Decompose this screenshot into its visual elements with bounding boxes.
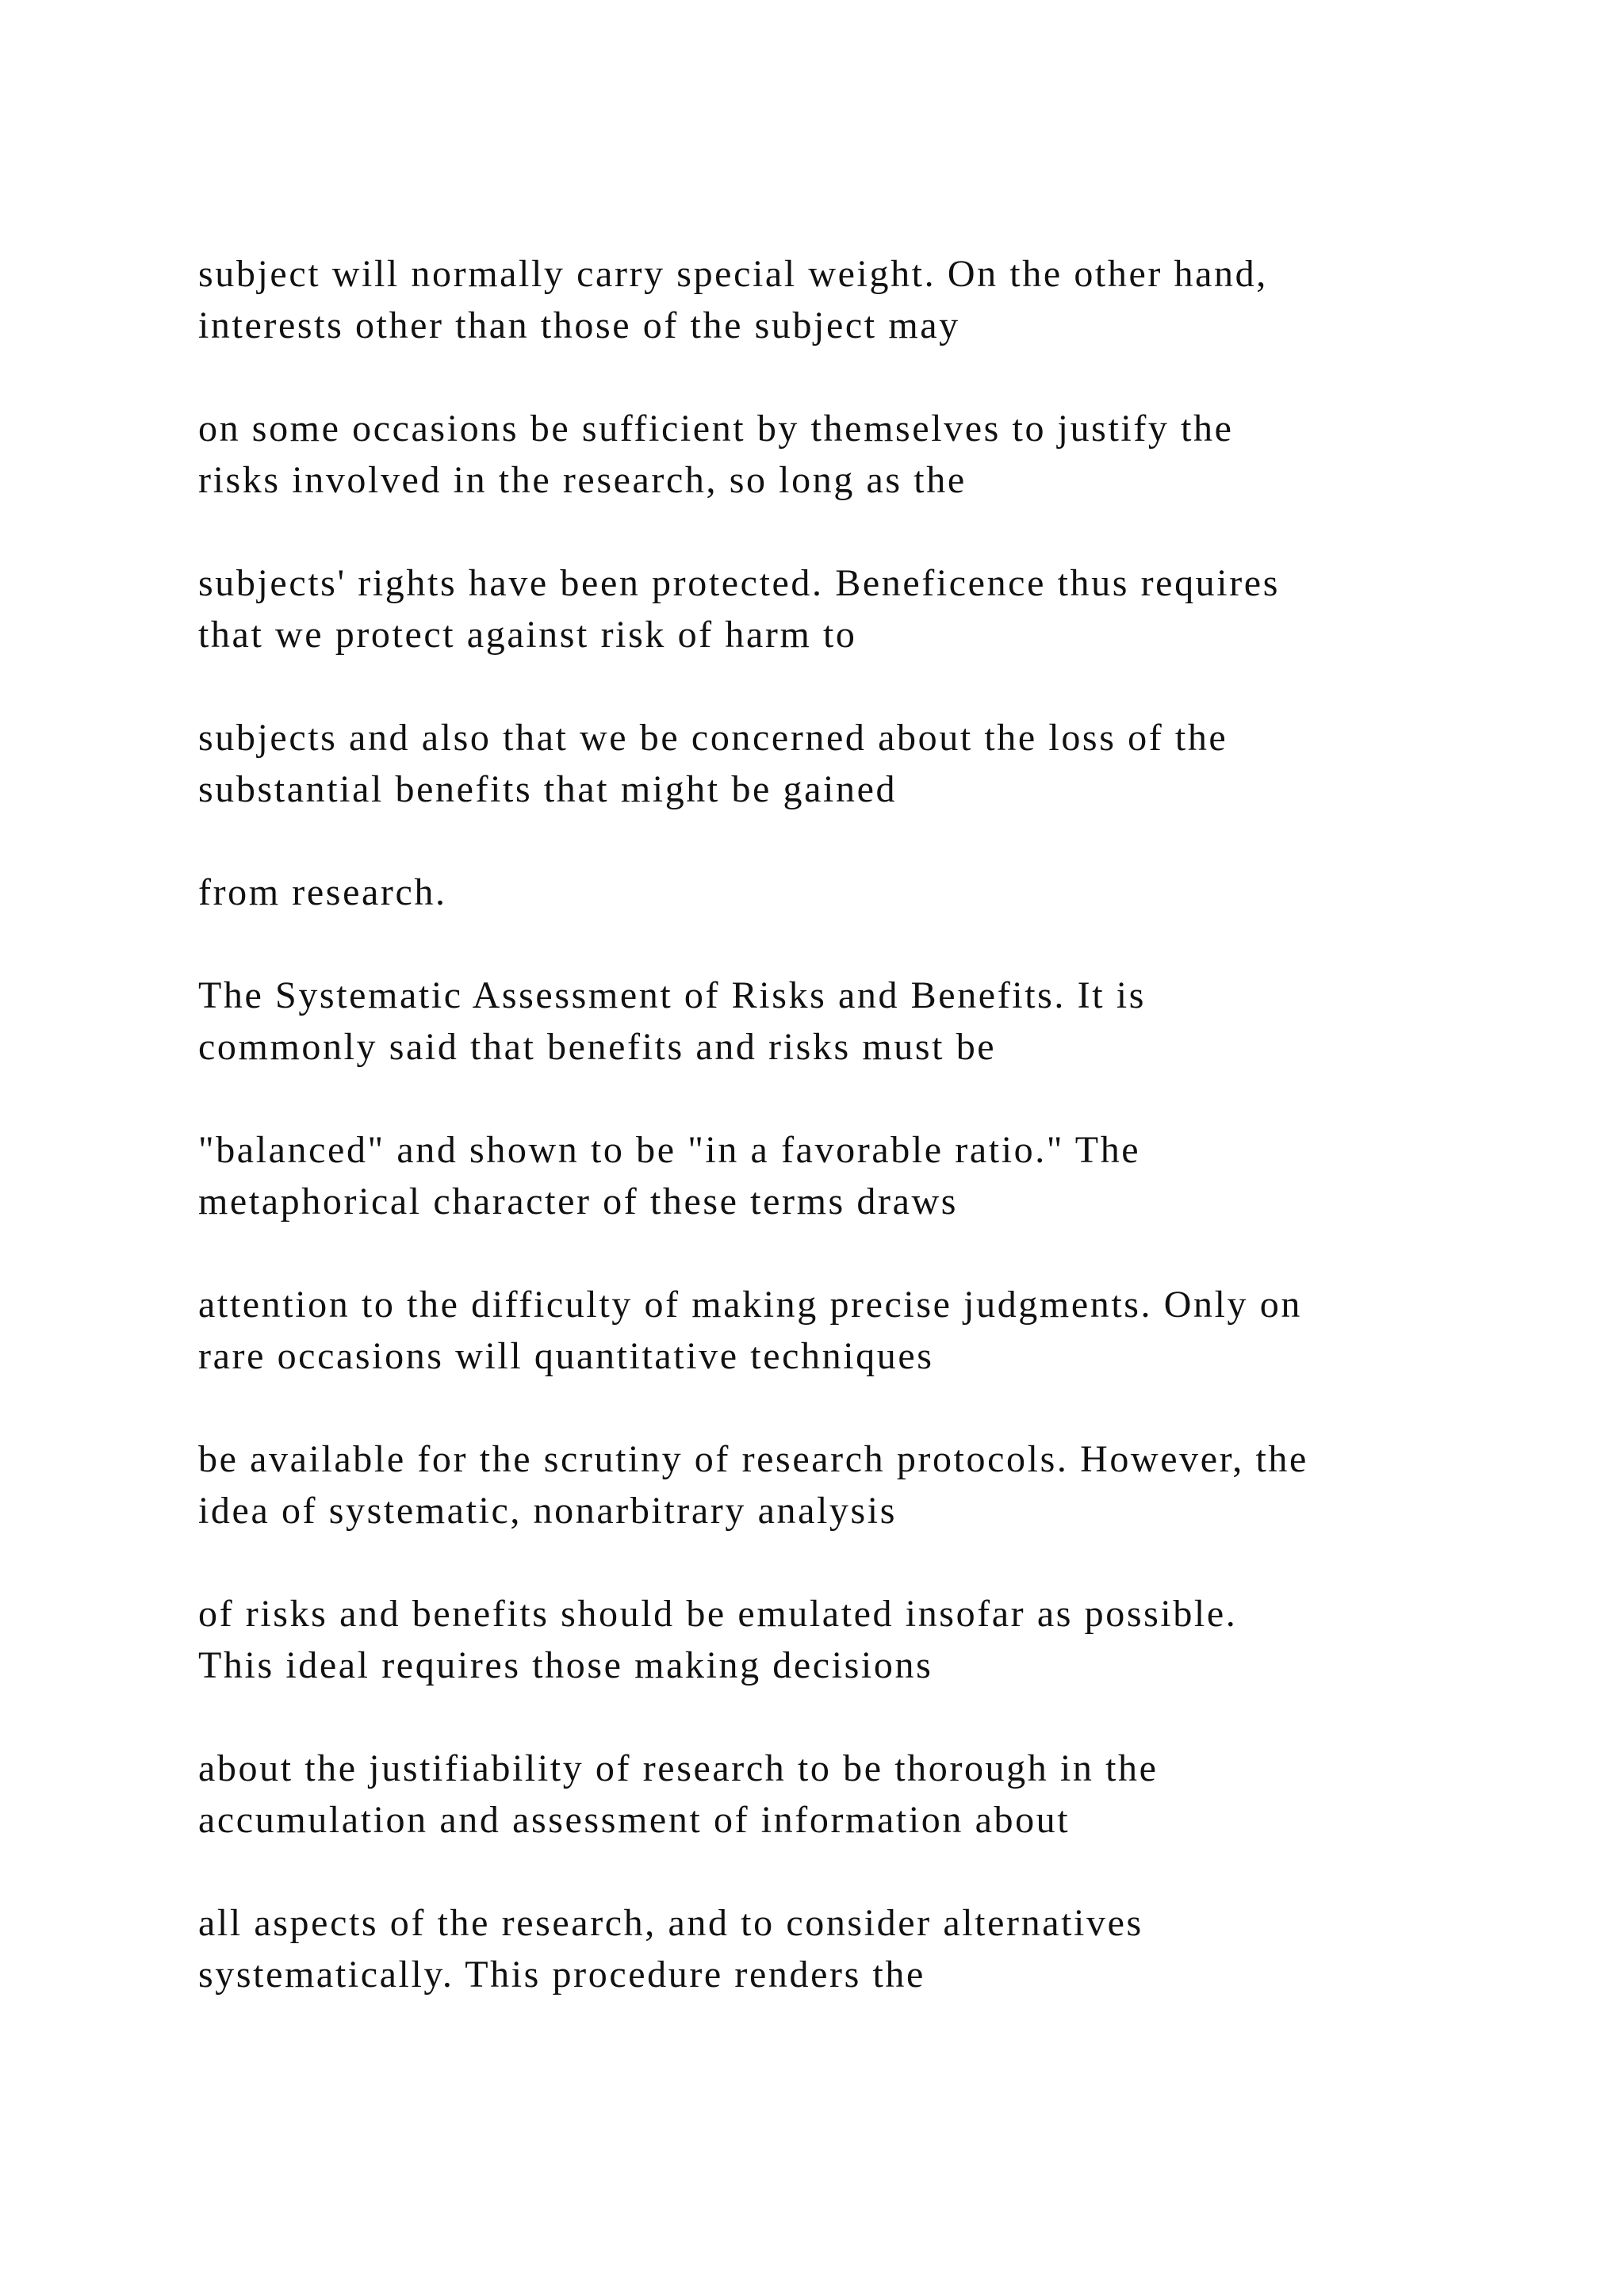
text-line: substantial benefits that might be gained bbox=[198, 768, 898, 810]
text-line: on some occasions be sufficient by themselves to justify the bbox=[198, 408, 1234, 450]
text-line: of risks and benefits should be emulated insofar as possible. bbox=[198, 1593, 1238, 1635]
text-line: idea of systematic, nonarbitrary analysis bbox=[198, 1490, 898, 1532]
paragraph bbox=[198, 248, 1546, 351]
paragraph bbox=[198, 1124, 1546, 1227]
paragraph bbox=[198, 1279, 1546, 1382]
text-line: rare occasions will quantitative techniques bbox=[198, 1335, 934, 1377]
text-line: risks involved in the research, so long as the bbox=[198, 459, 967, 501]
text-line: The Systematic Assessment of Risks and Benefits. It is bbox=[198, 974, 1146, 1016]
paragraph bbox=[198, 970, 1546, 1073]
text-line: subjects' rights have been protected. Beneficence thus requires bbox=[198, 562, 1280, 604]
text-line: commonly said that benefits and risks must be bbox=[198, 1026, 997, 1068]
paragraph bbox=[198, 712, 1546, 815]
paragraph bbox=[198, 1897, 1546, 2000]
text-line: attention to the difficulty of making precise judgments. Only on bbox=[198, 1284, 1302, 1326]
text-line: interests other than those of the subject may bbox=[198, 304, 960, 346]
text-line: from research. bbox=[198, 871, 447, 913]
text-line: all aspects of the research, and to consider alternatives bbox=[198, 1902, 1143, 1944]
text-line: This ideal requires those making decisions bbox=[198, 1644, 933, 1686]
text-line: subject will normally carry special weight. On the other hand, bbox=[198, 253, 1268, 295]
paragraph bbox=[198, 1588, 1546, 1691]
text-line: accumulation and assessment of information about bbox=[198, 1799, 1071, 1841]
text-line: that we protect against risk of harm to bbox=[198, 614, 857, 656]
paragraph bbox=[198, 867, 1546, 918]
text-line: "balanced" and shown to be "in a favorable ratio." The bbox=[198, 1129, 1141, 1171]
text-line: systematically. This procedure renders the bbox=[198, 1954, 925, 1996]
text-line: subjects and also that we be concerned about the loss of the bbox=[198, 717, 1228, 759]
paragraph bbox=[198, 403, 1546, 506]
paragraph bbox=[198, 1743, 1546, 1846]
paragraph bbox=[198, 557, 1546, 660]
document-body bbox=[198, 248, 1546, 2052]
text-line: metaphorical character of these terms draws bbox=[198, 1181, 959, 1223]
text-line: be available for the scrutiny of research protocols. However, the bbox=[198, 1438, 1308, 1480]
paragraph bbox=[198, 1433, 1546, 1536]
text-line: about the justifiability of research to be thorough in the bbox=[198, 1747, 1159, 1789]
